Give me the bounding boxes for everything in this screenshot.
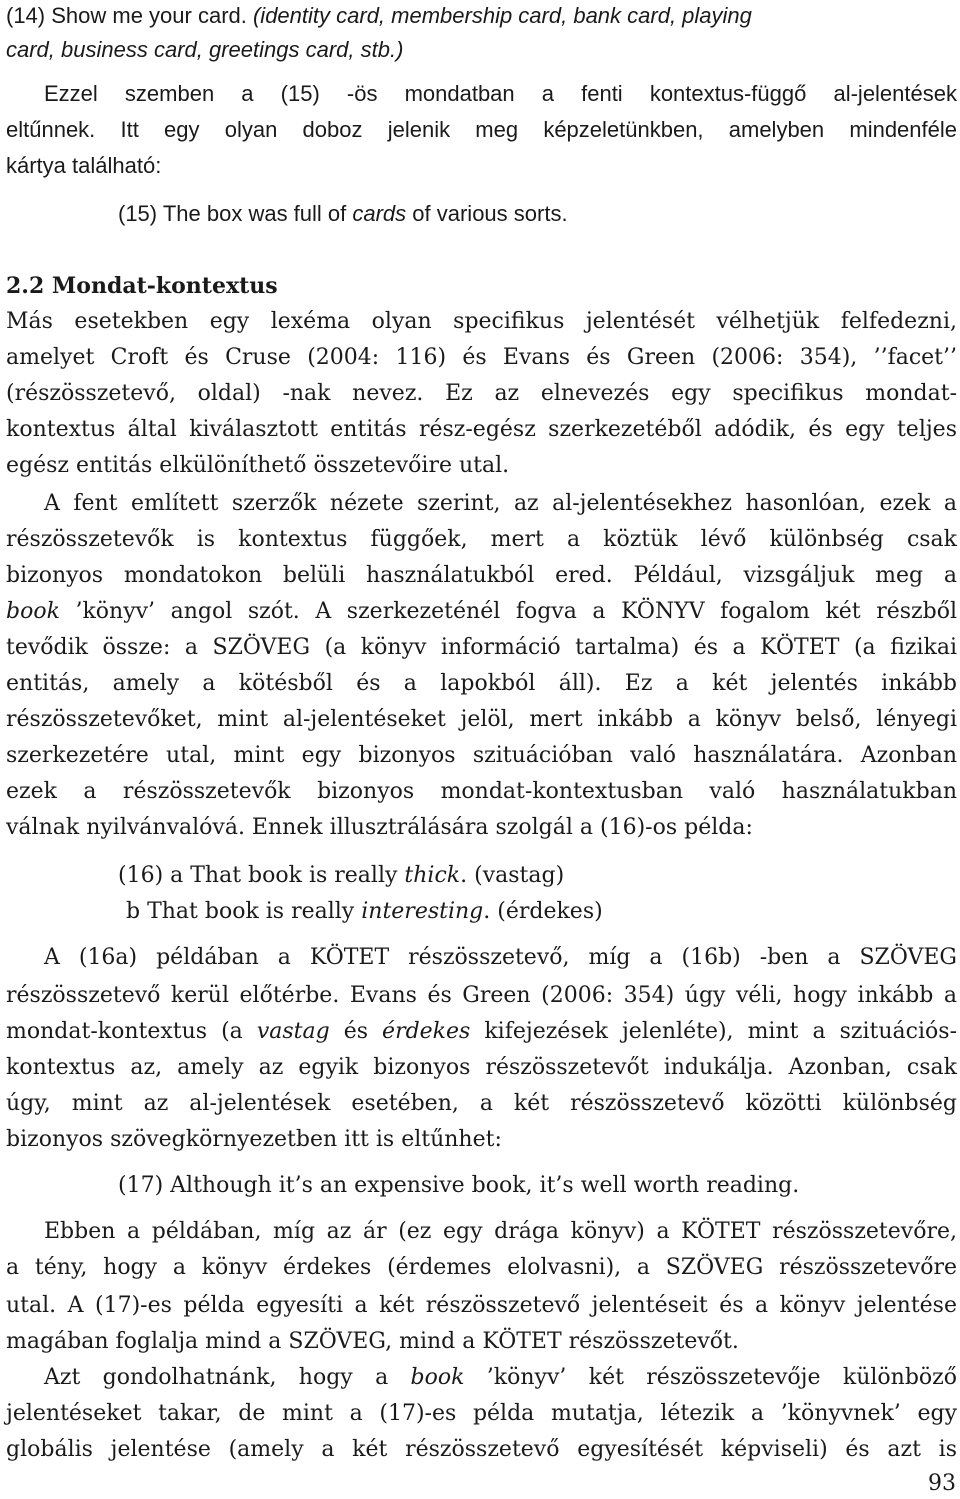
text-run: (16) a That book is really [118, 863, 405, 888]
text-run: válnak nyilvánvalóvá. Ennek illusztrálására szolgál a (16)-os példa: [6, 815, 753, 840]
section-heading [6, 270, 957, 302]
text-run: tevődik össze: a SZÖVEG (a könyv információ tartalma) és a KÖTET (a fizikai [6, 635, 957, 660]
text-line [44, 78, 957, 110]
text-run: 2.2 Mondat-kontextus [6, 273, 278, 299]
text-line [6, 560, 957, 592]
text-run: részösszetevők is kontextus függőek, mert a köztük lévő különbség csak [6, 527, 957, 552]
text-run: jelentéseket takar, de mint a (17)-es példa mutatja, létezik a ’könyvnek’ egy [6, 1401, 957, 1426]
text-run: kifejezések jelenléte), mint a szituációs- [470, 1019, 958, 1044]
italic-text: (identity card, membership card, bank card, playing [252, 3, 752, 28]
text-run: kontextus által kiválasztott entitás rész-egész szerkezetéből adódik, és egy teljes [6, 417, 957, 442]
text-run: amelyet Croft és Cruse (2004: 116) és Evans és Green (2006: 354), ’’facet’’ [6, 345, 957, 370]
italic-text: interesting [361, 899, 484, 924]
text-run: magában foglalja mind a SZÖVEG, mind a KÖTET részösszetevőt. [6, 1329, 739, 1354]
text-line [44, 1362, 957, 1394]
text-line [6, 114, 957, 146]
text-line [6, 378, 957, 410]
text-run: kontextus az, amely az egyik bizonyos részösszetevőt indukálja. Azonban, csak [6, 1055, 957, 1080]
text-run: . (vastag) [460, 863, 565, 888]
text-run: ’könyv’ angol szót. A szerkezeténél fogva a KÖNYV fogalom két részből [59, 599, 957, 624]
text-run: (14) Show me your card. [6, 3, 253, 28]
text-run: részösszetevő kerül előtérbe. Evans és Green (2006: 354) úgy véli, hogy inkább a [6, 983, 957, 1008]
text-line [44, 1216, 957, 1248]
text-line [6, 0, 957, 32]
text-run: Ezzel szemben a (15) -ös mondatban a fenti kontextus-függő al-jelentések [44, 81, 957, 106]
text-line [6, 1290, 957, 1322]
text-line [6, 812, 957, 844]
text-run: . (érdekes) [483, 899, 603, 924]
text-line [6, 414, 957, 446]
italic-text: vastag [256, 1019, 330, 1044]
text-line [6, 1052, 957, 1084]
text-line [6, 34, 957, 66]
text-run: globális jelentése (amely a két részösszetevő egyesítését képviseli) és azt is [6, 1437, 957, 1462]
text-run: részösszetevőket, mint al-jelentéseket jelöl, mert inkább a könyv belső, lényegi [6, 707, 957, 732]
text-line [6, 1434, 957, 1466]
text-line [6, 306, 957, 338]
text-run: b That book is really [126, 899, 362, 924]
text-run: ’könyv’ két részösszetevője különböző [464, 1365, 957, 1390]
example-line [126, 896, 603, 928]
text-line [6, 740, 957, 772]
text-line [6, 704, 957, 736]
italic-text: card, business card, greetings card, stb.) [6, 37, 404, 62]
text-run: mondat-kontextus (a [6, 1019, 257, 1044]
text-run: és [329, 1019, 383, 1044]
text-line [6, 1326, 957, 1358]
text-run: entitás, amely a kötésből és a lapokból áll). Ez a két jelentés inkább [6, 671, 957, 696]
text-run: bizonyos szövegkörnyezetben itt is eltűnhet: [6, 1127, 502, 1152]
text-line [6, 1016, 957, 1048]
text-line [6, 632, 957, 664]
text-run: of various sorts. [406, 201, 568, 226]
text-run: (részösszetevő, oldal) -nak nevez. Ez az elnevezés egy specifikus mondat- [6, 381, 957, 406]
text-run: A fent említett szerzők nézete szerint, az al-jelentésekhez hasonlóan, ezek a [44, 491, 957, 516]
italic-text: cards [352, 201, 407, 226]
text-line [6, 150, 957, 182]
text-line [6, 1088, 957, 1120]
italic-text: book [410, 1365, 465, 1390]
italic-text: érdekes [382, 1019, 471, 1044]
text-run: ezek a részösszetevők bizonyos mondat-kontextusban való használatukban [6, 779, 957, 804]
text-line [6, 1124, 957, 1156]
text-run: utal. A (17)-es példa egyesíti a két részösszetevő jelentéseit és a könyv jelentése [6, 1293, 957, 1318]
text-run: egész entitás elkülöníthető összetevőire utal. [6, 453, 510, 478]
text-run: (17) Although it’s an expensive book, it’s well worth reading. [118, 1173, 800, 1198]
text-line [6, 1252, 957, 1284]
text-run: Ebben a példában, míg az ár (ez egy drága könyv) a KÖTET részösszetevőre, [44, 1219, 957, 1244]
text-run: szerkezetére utal, mint egy bizonyos szituációban való használatára. Azonban [6, 743, 957, 768]
text-line [6, 776, 957, 808]
text-line [6, 596, 957, 628]
text-line [6, 668, 957, 700]
text-run: úgy, mint az al-jelentések esetében, a két részösszetevő közötti különbség [6, 1091, 957, 1116]
text-line [6, 980, 957, 1012]
text-run: (15) The box was full of [118, 201, 353, 226]
example-line [118, 860, 564, 892]
text-line [44, 488, 957, 520]
page-number: 93 [928, 1471, 956, 1496]
text-run: A (16a) példában a KÖTET részösszetevő, míg a (16b) -ben a SZÖVEG [44, 945, 957, 970]
text-run: eltűnnek. Itt egy olyan doboz jelenik meg képzeletünkben, amelyben mindenféle [6, 117, 957, 142]
text-line [6, 1398, 957, 1430]
text-run: a tény, hogy a könyv érdekes (érdemes elolvasni), a SZÖVEG részösszetevőre [6, 1255, 957, 1280]
text-line [44, 942, 957, 974]
text-line [6, 450, 957, 482]
text-run: Más esetekben egy lexéma olyan specifikus jelentését vélhetjük felfedezni, [6, 309, 957, 334]
example-line [118, 1170, 799, 1202]
text-run: Azt gondolhatnánk, hogy a [44, 1365, 411, 1390]
text-line [6, 342, 957, 374]
text-run: bizonyos mondatokon belüli használatukból ered. Például, vizsgáljuk meg a [6, 563, 957, 588]
example-line [118, 198, 568, 230]
italic-text: thick [404, 863, 461, 888]
italic-text: book [6, 599, 60, 624]
text-run: kártya található: [6, 153, 162, 178]
text-line [6, 524, 957, 556]
